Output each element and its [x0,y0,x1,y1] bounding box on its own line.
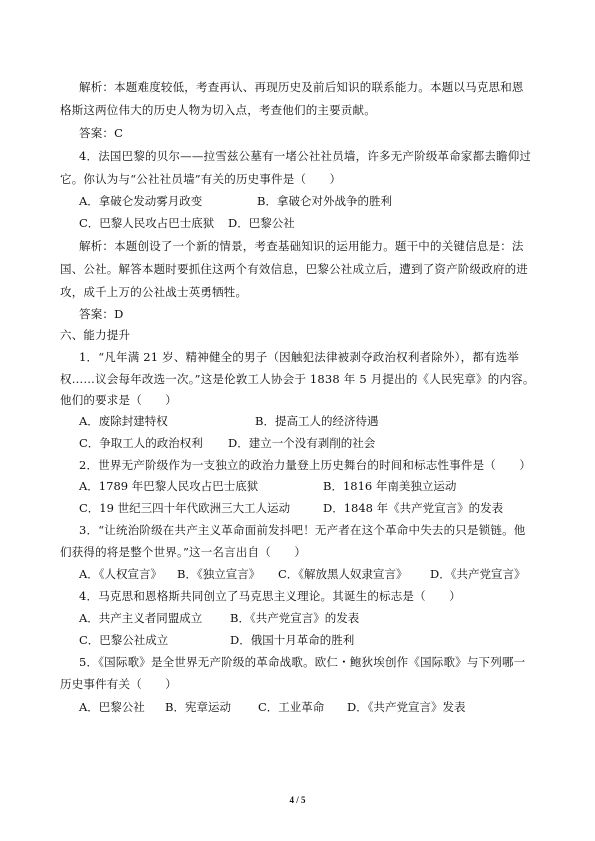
option-b: B．宪章运动 [165,700,231,714]
question-3-stem: 们获得的将是整个世界。”这一名言出自（ ） [60,545,307,559]
option-c: C．《解放黑人奴隶宣言》 [278,567,408,581]
option-c: C．争取工人的政治权利 [79,436,203,450]
option-a: A．《人权宣言》 [79,567,163,581]
question-5-stem: 历史事件有关（ ） [60,677,177,691]
question-3-stem: 3．“让统治阶级在共产主义革命面前发抖吧！无产者在这个革命中失去的只是锁链。他 [79,523,526,537]
option-b: B．拿破仑对外战争的胜利 [257,194,392,208]
section-heading: 六、能力提升 [60,328,131,342]
option-b: B．《共产党宣言》的发表 [230,611,360,625]
option-b: B．《独立宣言》 [177,567,261,581]
option-d: D．巴黎公社 [228,216,295,230]
answer-text: 答案：C [79,126,124,140]
option-d: D．俄国十月革命的胜利 [230,633,355,647]
question-4b-stem: 4．马克思和恩格斯共同创立了马克思主义理论。其诞生的标志是（ ） [79,589,461,603]
option-a: A．1789 年巴黎人民攻占巴士底狱 [79,479,259,493]
option-b: B．1816 年南美独立运动 [323,479,457,493]
analysis-text: 国、公社。解答本题时要抓住这两个有效信息，巴黎公社成立后，遭到了资产阶级政府的进 [60,262,528,276]
option-a: A．废除封建特权 [79,414,168,428]
question-5-stem: 5．《国际歌》是全世界无产阶级的革命战歌。欧仁・鲍狄埃创作《国际歌》与下列哪一 [79,655,526,669]
analysis-text: 攻，成千上万的公社战士英勇牺牲。 [60,285,248,299]
option-c: C．19 世纪三四十年代欧洲三大工人运动 [79,501,291,515]
option-d: D．建立一个没有剥削的社会 [228,436,376,450]
question-2-stem: 2．世界无产阶级作为一支独立的政治力量登上历史舞台的时间和标志性事件是（ ） [79,458,532,472]
question-1-stem: 1．“凡年满 21 岁、精神健全的男子（因触犯法律被剥夺政治权利者除外），都有选举 [79,350,520,364]
option-c: C．巴黎公社成立 [79,633,169,647]
option-d: D．1848 年《共产党宣言》的发表 [323,501,504,515]
option-d: D．《共产党宣言》 [430,567,526,581]
analysis-text: 解析：本题创设了一个新的情景，考查基础知识的运用能力。题干中的关键信息是：法 [79,239,524,253]
option-b: B．提高工人的经济待遇 [255,414,379,428]
option-c: C．巴黎人民攻占巴士底狱 [79,216,215,230]
answer-text: 答案：D [79,307,124,321]
question-1-stem: 他们的要求是（ ） [60,393,177,407]
option-d: D．《共产党宣言》发表 [347,700,466,714]
analysis-text: 解析：本题难度较低，考查再认、再现历史及前后知识的联系能力。本题以马克思和恩 [79,80,524,94]
option-a: A．拿破仑发动雾月政变 [79,194,203,208]
page-number: 4 / 5 [289,795,306,805]
question-4-stem: 它。你认为与“公社社员墙”有关的历史事件是（ ） [60,172,342,186]
option-a: A．巴黎公社 [79,700,145,714]
option-c: C．工业革命 [258,700,325,714]
option-a: A．共产主义者同盟成立 [79,611,203,625]
question-4-stem: 4．法国巴黎的贝尔——拉雪兹公墓有一堵公社社员墙，许多无产阶级革命家都去瞻仰过 [79,149,532,163]
question-1-stem: 权……议会每年改选一次。”这是伦敦工人协会于 1838 年 5 月提出的《人民宪章》的内容。 [60,372,535,386]
analysis-text: 格斯这两位伟大的历史人物为切入点，考查他们的主要贡献。 [60,103,376,117]
